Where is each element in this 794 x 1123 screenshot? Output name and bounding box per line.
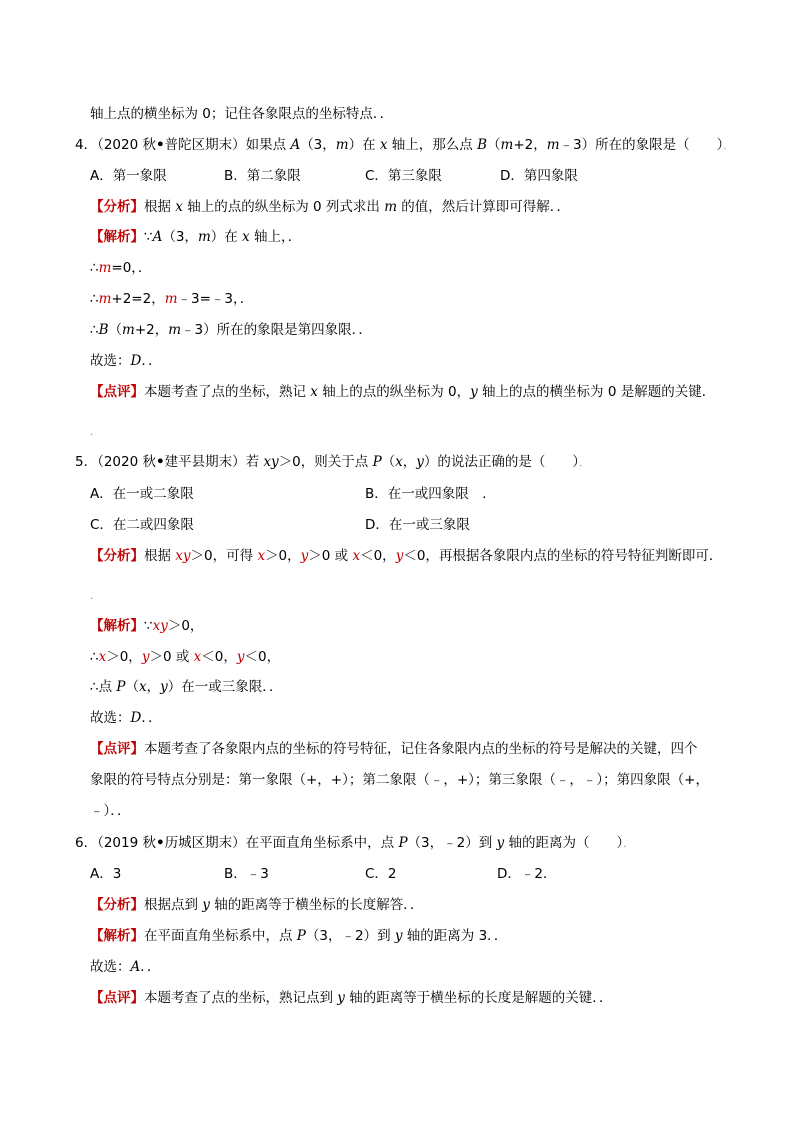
q5-analysis-line bbox=[90, 546, 722, 566]
q6-analysis-run: 根据点到 bbox=[144, 897, 203, 913]
q4-sol4-line bbox=[90, 320, 372, 340]
q4-analysis-run: x bbox=[175, 199, 183, 215]
q6-stem-run: 6．（2019 秋 bbox=[75, 835, 156, 851]
q5-analysis-run: x bbox=[257, 548, 266, 564]
q5-stem-line bbox=[75, 452, 589, 474]
q6-stem-run: y bbox=[496, 835, 505, 851]
q5-stem-run: 建平县期末）若 bbox=[164, 454, 264, 470]
q5-sol2-run: y bbox=[236, 649, 245, 665]
q5-sol2-run: x bbox=[98, 649, 107, 665]
q4-answer-run: ．． bbox=[141, 353, 162, 369]
q6-sol-run: 在平面直角坐标系中，点 bbox=[144, 928, 297, 944]
q4-stem-run: 轴上，那么点 bbox=[387, 137, 478, 153]
q5-analysis-run: y bbox=[300, 548, 309, 564]
q6-comment-run: 轴的距离等于横坐标的长度是解题的关键．． bbox=[344, 990, 613, 1006]
q6-sol-run: 轴的距离为 3．． bbox=[402, 928, 508, 944]
q4-sol1-line bbox=[90, 227, 301, 247]
q4-sol3-line bbox=[90, 289, 253, 309]
q4-stem-run: m bbox=[500, 137, 514, 153]
q5-stem-run: • bbox=[156, 454, 165, 470]
q6-sol-run: P bbox=[296, 928, 306, 944]
q4-analysis-line bbox=[90, 197, 570, 217]
q4-sol1-run: ）在 bbox=[210, 229, 243, 245]
q4-comment-run: 本题考查了点的坐标，熟记 bbox=[144, 384, 311, 400]
q4-stem-run: +2， bbox=[513, 137, 547, 153]
q5-analysis-run: xy bbox=[175, 548, 191, 564]
q6-stem-line bbox=[75, 833, 633, 855]
q5-sol2-run: y bbox=[141, 649, 150, 665]
q5-sol2-run: ＞0 或 bbox=[149, 649, 194, 665]
q5-stem-run: ． bbox=[579, 458, 590, 469]
q4-sol3-run: ﹣3=﹣3，． bbox=[177, 291, 254, 307]
q5-answer-run: 故选： bbox=[90, 710, 131, 726]
q4-stem-run: ﹣3）所在的象限是（ ） bbox=[559, 137, 724, 153]
q4-sol4-run: B bbox=[98, 322, 109, 338]
q4-sol2-line bbox=[90, 258, 152, 278]
q5-stem-run: ＞0，则关于点 bbox=[278, 454, 373, 470]
q5-opt-c: C．在二或四象限 bbox=[90, 517, 194, 533]
q5-comment1-run: 【点评】 bbox=[90, 741, 144, 757]
q5-sol3-run: ， bbox=[146, 679, 161, 695]
q4-opt-a: A．第一象限 bbox=[90, 168, 167, 184]
q6-analysis-run: 轴的距离等于横坐标的长度解答．． bbox=[209, 897, 424, 913]
q4-sol1-run: m bbox=[197, 229, 211, 245]
q5-sol2-run: ＜0， bbox=[244, 649, 281, 665]
q6-stem-run: P bbox=[398, 835, 408, 851]
q5-sol3-run: y bbox=[160, 679, 168, 695]
q4-sol1-run: x bbox=[242, 229, 250, 245]
q4-analysis-run: 根据 bbox=[144, 199, 176, 215]
q6-opt-d: D．﹣2． bbox=[497, 866, 557, 882]
q5-analysis-run: x bbox=[352, 548, 361, 564]
q5-stem-run: ， bbox=[402, 454, 417, 470]
q5-analysis-run: 【分析】 bbox=[90, 548, 144, 564]
q5-stem-run: y bbox=[416, 454, 424, 470]
q4-sol2-run: m bbox=[98, 260, 112, 276]
q5-answer-run: D bbox=[130, 710, 142, 726]
q4-sol3-run: ∴ bbox=[90, 291, 99, 307]
q5-answer-run: ．． bbox=[141, 710, 162, 726]
q5-sol3-run: ∴点 bbox=[90, 679, 117, 695]
q4-sol1-run: ∵ bbox=[144, 229, 153, 245]
q5-stem-run: P bbox=[372, 454, 382, 470]
q6-sol-run: 【解析】 bbox=[90, 928, 144, 944]
q4-sol4-run: +2， bbox=[134, 322, 169, 338]
q5-opt-a: A．在一或二象限 bbox=[90, 486, 194, 502]
q5-analysis-run: ＞0 或 bbox=[308, 548, 353, 564]
q5-mark-line bbox=[90, 585, 100, 607]
q4-stem-run: ． bbox=[723, 141, 734, 152]
q5-analysis-run: ＜0，再根据各象限内点的坐标的符号特征判断即可． bbox=[403, 548, 723, 564]
q5-sol1-run: ＞0， bbox=[167, 618, 204, 634]
q4-stem-run: B bbox=[477, 137, 488, 153]
q4-stem-run: • bbox=[156, 137, 165, 153]
q6-stem-run: （3，﹣2）到 bbox=[407, 835, 497, 851]
q4-sol4-run: （ bbox=[108, 322, 123, 338]
q5-analysis-run: y bbox=[395, 548, 404, 564]
q6-analysis-run: 【分析】 bbox=[90, 897, 144, 913]
q4-analysis-run: 轴上的点的纵坐标为 0 列式求出 bbox=[182, 199, 385, 215]
q6-opt-a: A．3 bbox=[90, 866, 122, 882]
q5-analysis-run: ＜0， bbox=[360, 548, 396, 564]
q5-sol2-run: ∴ bbox=[90, 649, 99, 665]
q4-opt-c: C．第三象限 bbox=[365, 168, 442, 184]
q4-analysis-run: 【分析】 bbox=[90, 199, 144, 215]
q4-sol3-run: +2=2， bbox=[111, 291, 165, 307]
q4-sol4-run: ﹣3）所在的象限是第四象限．． bbox=[181, 322, 372, 338]
q5-sol2-run: x bbox=[193, 649, 202, 665]
q5-sol2-line bbox=[90, 647, 280, 667]
q6-stem-run: 历城区期末）在平面直角坐标系中，点 bbox=[164, 835, 399, 851]
q6-stem-run: • bbox=[156, 835, 165, 851]
q6-answer-run: 故选： bbox=[90, 959, 131, 975]
q4-opt-d: D．第四象限 bbox=[500, 168, 578, 184]
q4-comment-run: 轴上的点的横坐标为 0 是解题的关键． bbox=[477, 384, 716, 400]
q5-sol1-line bbox=[90, 616, 203, 636]
q5-sol3-line bbox=[90, 677, 283, 697]
q6-stem-run: 轴的距离为（ ） bbox=[504, 835, 624, 851]
q4-analysis-run: m bbox=[384, 199, 397, 215]
q4-sol4-run: m bbox=[122, 322, 135, 338]
q4-sol3-run: m bbox=[98, 291, 112, 307]
q6-sol-run: y bbox=[394, 928, 403, 944]
q5-comment2-run: 象限的符号特点分别是：第一象限（+，+）；第二象限（﹣，+）；第三象限（﹣，﹣）；第四象限（+， bbox=[90, 772, 709, 788]
q6-comment-line bbox=[90, 988, 612, 1008]
q6-answer-run: A bbox=[130, 959, 141, 975]
q4-sol4-run: ∴ bbox=[90, 322, 99, 338]
q4-stem-run: （3， bbox=[300, 137, 336, 153]
q5-comment1-line bbox=[90, 739, 698, 759]
q4-sol1-run: A bbox=[152, 229, 163, 245]
q4-analysis-run: 的值，然后计算即可得解．． bbox=[397, 199, 571, 215]
q5-sol3-run: ）在一或三象限．． bbox=[167, 679, 283, 695]
q6-analysis-run: y bbox=[202, 897, 210, 913]
q4-opt-b: B．第二象限 bbox=[224, 168, 301, 184]
q5-sol2-run: ＜0， bbox=[201, 649, 237, 665]
q4-stem-run: x bbox=[379, 137, 388, 153]
q5-stem-run: （ bbox=[381, 454, 396, 470]
q5-sol1-run: ∵ bbox=[144, 618, 153, 634]
q4-stem-run: 普陀区期末）如果点 bbox=[164, 137, 291, 153]
q5-stem-run: 5．（2020 秋 bbox=[75, 454, 156, 470]
q4-sol4-run: m bbox=[168, 322, 182, 338]
q4-stem-run: ）在 bbox=[348, 137, 380, 153]
q4-answer-run: D bbox=[130, 353, 142, 369]
q4-sol2-run: ∴ bbox=[90, 260, 99, 276]
q6-opt-b: B．﹣3 bbox=[224, 866, 269, 882]
q6-analysis-line bbox=[90, 895, 423, 915]
q4-sol1-run: 【解析】 bbox=[90, 229, 144, 245]
q5-sol3-run: P bbox=[116, 679, 126, 695]
q6-comment-run: 【点评】 bbox=[90, 990, 144, 1006]
q4-mark-run: ． bbox=[90, 427, 100, 438]
q5-sol2-run: ＞0， bbox=[106, 649, 142, 665]
q4-stem-run: m bbox=[546, 137, 560, 153]
q5-opt-b: B．在一或四象限 ． bbox=[365, 486, 496, 502]
q5-sol1-run: 【解析】 bbox=[90, 618, 144, 634]
q4-sol2-run: =0，． bbox=[111, 260, 152, 276]
q5-stem-run: ）的说法正确的是（ ） bbox=[423, 454, 580, 470]
q4-comment-run: y bbox=[470, 384, 478, 400]
q6-comment-run: 本题考查了点的坐标，熟记点到 bbox=[144, 990, 338, 1006]
q4-answer-run: 故选： bbox=[90, 353, 131, 369]
q5-comment3-line bbox=[90, 801, 131, 821]
q3-tail-line bbox=[90, 104, 393, 124]
q4-stem-run: 4．（2020 秋 bbox=[75, 137, 156, 153]
q4-stem-run: A bbox=[290, 137, 301, 153]
q5-comment2-line bbox=[90, 770, 709, 790]
q5-sol3-run: （ bbox=[125, 679, 139, 695]
q5-sol1-run: xy bbox=[152, 618, 168, 634]
q5-answer-line bbox=[90, 708, 162, 728]
q4-comment-line bbox=[90, 382, 715, 402]
q5-mark-run: ． bbox=[90, 591, 100, 602]
q5-comment1-run: 本题考查了各象限内点的坐标的符号特征，记住各象限内点的坐标的符号是解决的关键，四个 bbox=[144, 741, 698, 757]
q5-sol3-run: x bbox=[138, 679, 147, 695]
q5-analysis-run: ＞0， bbox=[265, 548, 301, 564]
q6-comment-run: y bbox=[337, 990, 345, 1006]
q6-sol-run: （3，﹣2）到 bbox=[305, 928, 395, 944]
q6-stem-run: ． bbox=[623, 839, 634, 850]
q6-answer-run: ．． bbox=[140, 959, 161, 975]
q4-sol1-run: （3， bbox=[162, 229, 198, 245]
q5-analysis-run: ＞0，可得 bbox=[190, 548, 258, 564]
q4-stem-run: （ bbox=[487, 137, 501, 153]
q5-stem-run: xy bbox=[263, 454, 279, 470]
q4-sol3-run: m bbox=[164, 291, 178, 307]
q4-comment-run: 轴上的点的纵坐标为 0， bbox=[317, 384, 471, 400]
q4-stem-line bbox=[75, 135, 733, 157]
q3-tail-run: 轴上点的横坐标为 0；记住各象限点的坐标特点．． bbox=[90, 106, 394, 122]
q4-mark-line bbox=[90, 421, 100, 443]
q4-sol1-run: 轴上，． bbox=[249, 229, 302, 245]
q5-opt-d: D．在一或三象限 bbox=[365, 517, 470, 533]
q6-opt-c: C．2 bbox=[365, 866, 397, 882]
q4-comment-run: 【点评】 bbox=[90, 384, 144, 400]
q5-stem-run: x bbox=[395, 454, 403, 470]
q6-sol-line bbox=[90, 926, 507, 946]
q6-answer-line bbox=[90, 957, 161, 977]
q4-comment-run: x bbox=[310, 384, 318, 400]
q4-answer-line bbox=[90, 351, 162, 371]
q5-analysis-run: 根据 bbox=[144, 548, 176, 564]
q5-comment3-run: ﹣）．． bbox=[90, 803, 131, 819]
q4-stem-run: m bbox=[335, 137, 349, 153]
